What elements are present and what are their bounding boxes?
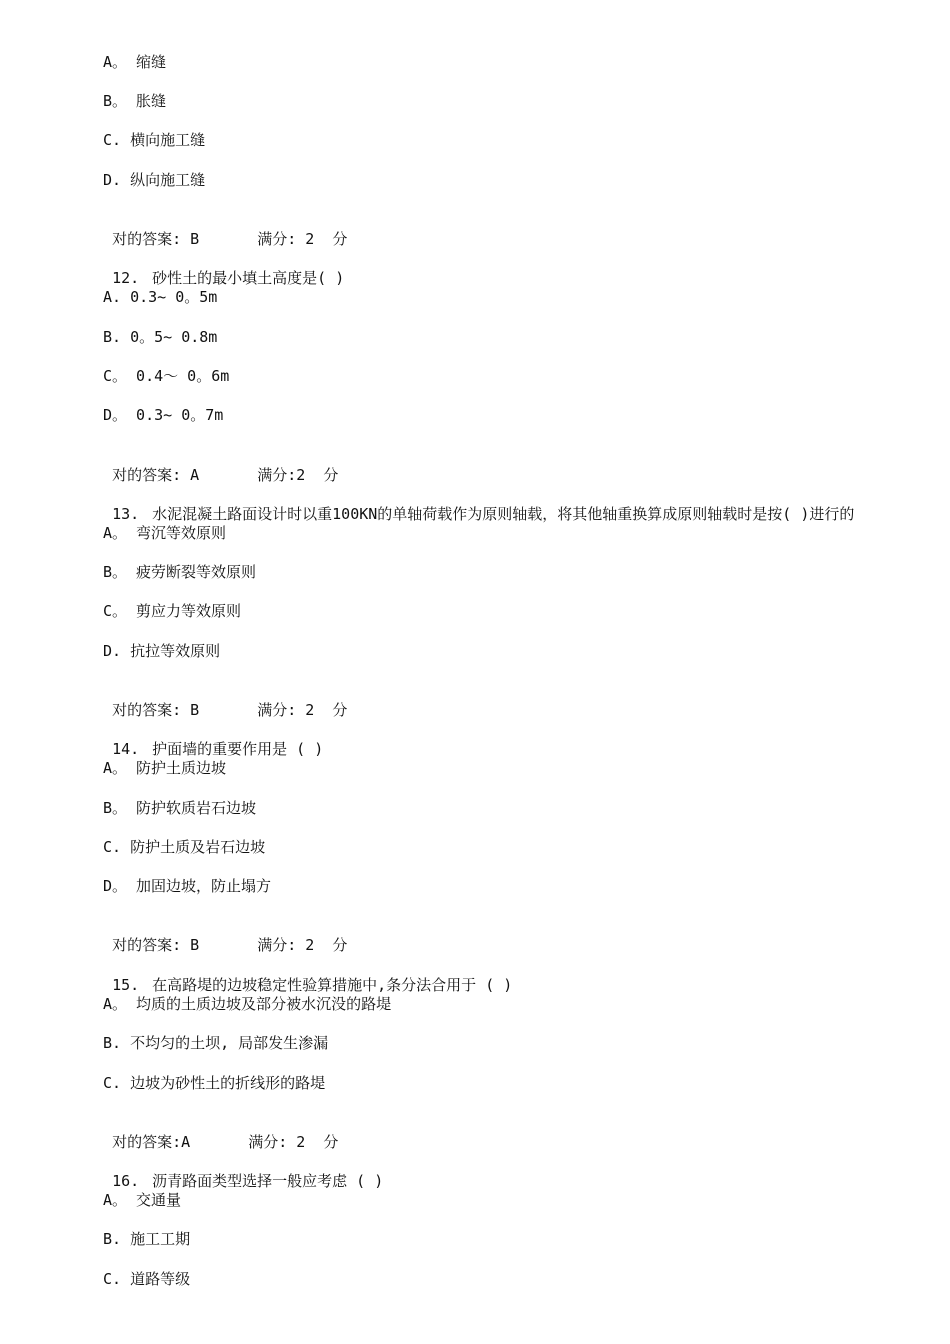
- q12-option-b: B. 0。5~ 0.8m: [103, 328, 218, 346]
- q13-option-b: B。 疲劳断裂等效原则: [103, 563, 257, 581]
- q14-option-a: A。 防护土质边坡: [103, 759, 227, 777]
- q15-number: 15.: [112, 976, 140, 994]
- q13-option-a: A。 弯沉等效原则: [103, 524, 227, 542]
- q14-option-d: D。 加固边坡，防止塌方: [103, 877, 272, 895]
- q12-option-c: C。 0.4～ 0。6m: [103, 367, 230, 385]
- q16-option-b: B. 施工工期: [103, 1230, 191, 1248]
- q15-option-c: C. 边坡为砂性土的折线形的路堤: [103, 1074, 326, 1092]
- q12-score: 满分:2 分: [257, 466, 339, 484]
- q11-answer-line: [76, 209, 348, 248]
- q16-text: 沥青路面类型选择一般应考虑 ( ): [152, 1172, 384, 1190]
- q16-option-a: A。 交通量: [103, 1191, 182, 1209]
- q14-option-c: C. 防护土质及岩石边坡: [103, 838, 266, 856]
- q11-answer: 对的答案: B: [112, 230, 200, 248]
- q13-option-c: C。 剪应力等效原则: [103, 602, 242, 620]
- q15-question: [76, 955, 513, 994]
- q14-score: 满分: 2 分: [257, 936, 348, 954]
- q12-question: [76, 248, 345, 287]
- q14-question: [76, 719, 324, 758]
- q11-option-d: D. 纵向施工缝: [103, 171, 206, 189]
- q12-number: 12.: [112, 269, 140, 287]
- q14-answer-line: [76, 915, 348, 954]
- q11-option-b: B。 胀缝: [103, 92, 167, 110]
- q11-score: 满分: 2 分: [257, 230, 348, 248]
- q12-option-d: D。 0.3~ 0。7m: [103, 406, 224, 424]
- q15-option-b: B. 不均匀的土坝, 局部发生渗漏: [103, 1034, 329, 1052]
- q13-score: 满分: 2 分: [257, 701, 348, 719]
- q12-option-a: A. 0.3~ 0。5m: [103, 288, 218, 306]
- q13-option-d: D. 抗拉等效原则: [103, 642, 221, 660]
- q14-answer: 对的答案: B: [112, 936, 200, 954]
- q13-question: [76, 484, 855, 523]
- q14-text: 护面墙的重要作用是 ( ): [152, 740, 324, 758]
- q12-text: 砂性土的最小填土高度是( ): [152, 269, 345, 287]
- q12-answer-line: [76, 445, 339, 484]
- q15-option-a: A。 均质的土质边坡及部分被水沉没的路堤: [103, 995, 392, 1013]
- q16-option-c: C. 道路等级: [103, 1270, 191, 1288]
- q15-answer: 对的答案:A: [112, 1133, 191, 1151]
- q13-answer: 对的答案: B: [112, 701, 200, 719]
- q13-number: 13.: [112, 505, 140, 523]
- q12-answer: 对的答案: A: [112, 466, 200, 484]
- q16-question: [76, 1151, 384, 1190]
- q16-number: 16.: [112, 1172, 140, 1190]
- q14-number: 14.: [112, 740, 140, 758]
- q15-text: 在高路堤的边坡稳定性验算措施中,条分法合用于 ( ): [152, 976, 513, 994]
- q11-option-a: A。 缩缝: [103, 53, 167, 71]
- q14-option-b: B。 防护软质岩石边坡: [103, 799, 257, 817]
- q15-score: 满分: 2 分: [248, 1133, 339, 1151]
- q13-text: 水泥混凝土路面设计时以重100KN的单轴荷载作为原则轴载，将其他轴重换算成原则轴载时是按( )进行的: [152, 505, 855, 523]
- q15-answer-line: [76, 1112, 339, 1151]
- q13-answer-line: [76, 680, 348, 719]
- q11-option-c: C. 横向施工缝: [103, 131, 206, 149]
